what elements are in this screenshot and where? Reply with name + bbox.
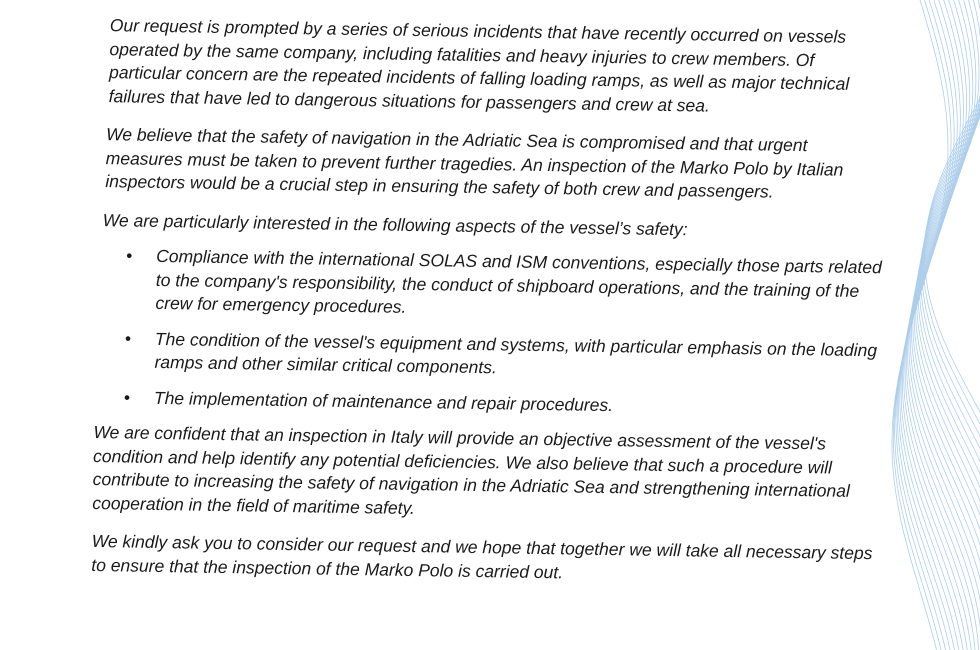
wave-line <box>895 0 955 650</box>
wave-line <box>914 0 980 650</box>
wave-line <box>893 0 951 650</box>
wave-line <box>921 0 980 650</box>
letter-body <box>91 14 890 604</box>
list-item: • The condition of the vessel's equipment and systems, with particular emphasis on the loading ramps and other similar critical components. <box>154 327 885 385</box>
aspects-list <box>94 244 886 421</box>
wave-line <box>915 0 980 650</box>
paragraph-request: We kindly ask you to consider our request and we hope that together we will take all necessary steps to ensure that the inspection of the Marko Polo is carried out. <box>91 530 873 582</box>
paragraph-confidence: We are confident that an inspection in Italy will provide an objective assessment of the vessel's condition and help identify any potential deficiencies. We also believe that such a procedure will contribute to increasing the safety of navigation in the Adriatic Sea and strengthening international cooperation in the field of maritime safety. <box>92 421 850 518</box>
paragraph-incidents: Our request is prompted by a series of serious incidents that have recently occurred on vessels operated by the same company, including fatalities and heavy injuries to crew members. Of particular concern are the repeated incidents of falling loading ramps, as well as major technical failures that have led to dangerous situations for passengers and crew at sea. <box>108 15 850 116</box>
wave-line <box>892 0 948 650</box>
paragraph-safety-compromised: We believe that the safety of navigation in the Adriatic Sea is compromised and that urgent measures must be taken to prevent further tragedies. An inspection of the Marko Polo by Italian inspectors would be a crucial step in ensuring the safety of both crew and passengers. <box>105 124 844 202</box>
wave-line <box>918 0 980 650</box>
list-item: • Compliance with the international SOLAS and ISM conventions, especially those parts related to the company's responsibility, the conduct of shipboard operations, and the training of the crew for emergency procedures. <box>155 245 886 327</box>
wave-line <box>899 0 964 650</box>
list-item: • The implementation of maintenance and repair procedures. <box>154 386 884 421</box>
wave-line <box>923 0 980 650</box>
wave-line <box>919 0 980 650</box>
paragraph-aspects-intro: We are particularly interested in the following aspects of the vessel’s safety: <box>102 209 688 239</box>
